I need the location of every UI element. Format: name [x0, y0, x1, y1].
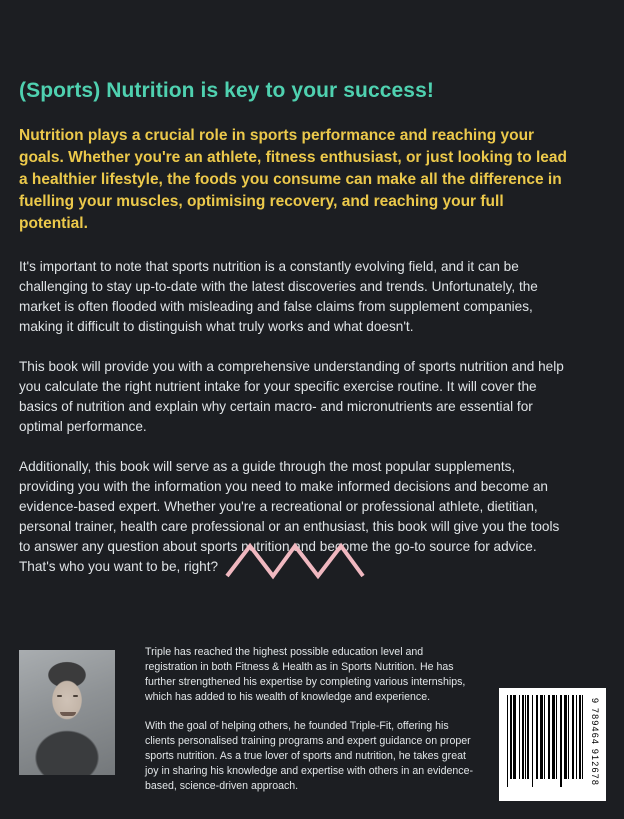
lede-paragraph: Nutrition plays a crucial role in sports performance and reaching your goals. Whether you're an athlete, fitness enthusiast, or just looking to lead a healthier lifestyle, the foods you consume can make all the difference in fuelling your muscles, optimising recovery, and reaching your full potential.: [19, 127, 567, 233]
author-section: [0, 645, 624, 819]
barcode: [499, 688, 606, 801]
page-title: (Sports) Nutrition is key to your success!: [19, 79, 434, 102]
body-paragraph-3: Additionally, this book will serve as a guide through the most popular supplements, providing you with the information you need to make informed decisions and become an evidence-based expert. Whether you're a recreational or professional athlete, dietitian, personal trainer, health care professional or an enthusiast, this book will give you the tools to answer any question about sports nutrition and become the go-to source for advice. That's who you want to be, right?: [19, 458, 560, 574]
zigzag-divider-icon: [225, 540, 365, 580]
body-paragraph-1: It's important to note that sports nutrition is a constantly evolving field, and it can be challenging to stay up-to-date with the latest discoveries and trends. Unfortunately, the market is often flooded with misleading and false claims from supplement companies, making it difficult to distinguish what truly works and what doesn't.: [19, 259, 538, 335]
avatar: [19, 650, 115, 775]
body-paragraph-2: This book will provide you with a comprehensive understanding of sports nutrition and help you calculate the right nutrient intake for your specific exercise routine. It will cover the basics of nutrition and explain why certain macro- and micronutrients are essential for optimal performance.: [19, 359, 564, 434]
author-bio: [145, 645, 475, 794]
back-cover-copy: [19, 78, 567, 577]
barcode-bars: [507, 695, 585, 787]
author-bio-paragraph-2: With the goal of helping others, he founded Triple-Fit, offering his clients personalised training programs and expert guidance on proper sports nutrition. As a true lover of sports and nutrition, he takes great joy in sharing his knowledge and expertise with others in an evidence-based, science-driven approach.: [145, 720, 474, 793]
author-bio-paragraph-1: Triple has reached the highest possible education level and registration in both Fitness & Health as in Sports Nutrition. He has further strengthened his expertise by completing various internships, which has added to his wealth of knowledge and experience.: [145, 646, 466, 704]
barcode-number: 9 789464 912678: [590, 698, 600, 787]
